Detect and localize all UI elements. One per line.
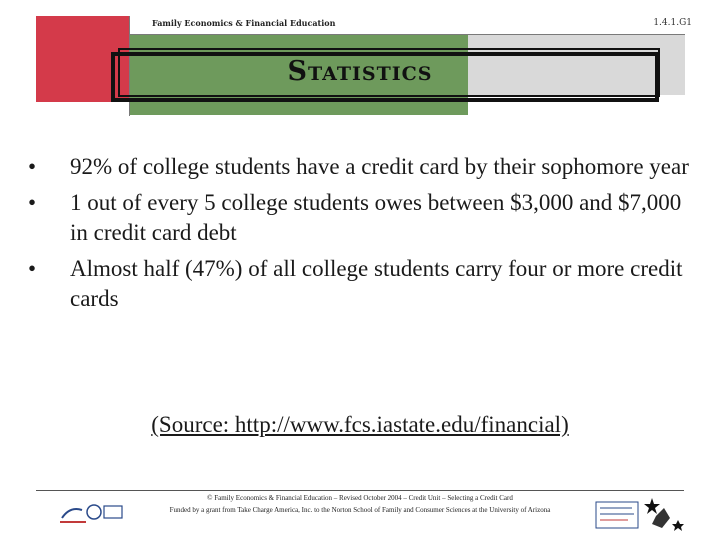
university-of-arizona-logo — [592, 494, 692, 532]
list-item — [28, 254, 700, 314]
footer-copyright: © Family Economics & Financial Education – Revised October 2004 – Credit Unit – Selecting a Credit Card — [207, 494, 513, 502]
slide-title: Statistics — [287, 56, 433, 87]
footer-funding: Funded by a grant from Take Charge America, Inc. to the Norton School of Family and Consumer Sciences at the University of Arizona — [169, 506, 551, 514]
header-rule — [130, 34, 685, 35]
list-item — [28, 152, 700, 182]
take-charge-america-logo — [56, 500, 128, 528]
course-name: Family Economics & Financial Education — [152, 18, 336, 28]
bullet-icon: • — [28, 190, 37, 215]
statistics-list — [28, 152, 700, 320]
slide-code: 1.4.1.G1 — [653, 18, 692, 28]
bullet-text: 92% of college students have a credit card by their sophomore year — [70, 154, 689, 179]
source-link[interactable]: (Source: http://www.fcs.iastate.edu/financial) — [151, 412, 569, 437]
footer-rule — [36, 490, 684, 491]
bullet-icon: • — [28, 256, 37, 281]
list-item — [28, 188, 700, 248]
bullet-icon: • — [28, 154, 37, 179]
bullet-text: 1 out of every 5 college students owes between $3,000 and $7,000 in credit card debt — [70, 190, 682, 245]
source-citation — [0, 412, 720, 438]
bullet-text: Almost half (47%) of all college students carry four or more credit cards — [70, 256, 683, 311]
